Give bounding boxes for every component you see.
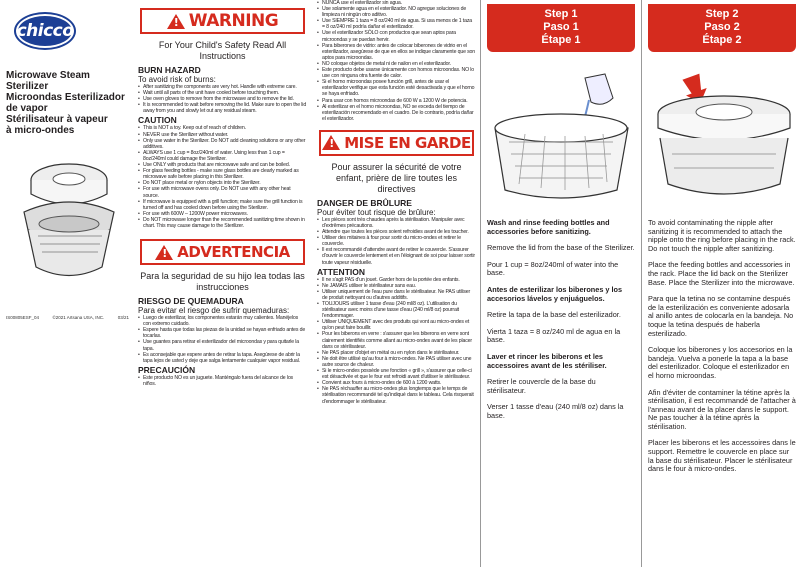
list-item: • After sanitizing the components are very hot. Handle with extreme care.: [138, 84, 307, 90]
riesgo-heading: RIESGO DE QUEMADURA: [138, 296, 244, 307]
chicco-logo: chicco: [16, 14, 74, 48]
list-item: • Luego de esterilizar, los componentes estarán muy calientes. Manéjelos con extremo cuidado.: [138, 315, 307, 327]
precaucion-heading: PRECAUCIÓN: [138, 364, 196, 375]
advertencia-subtitle: Para la seguridad de su hijo lea todas las instrucciones: [140, 271, 305, 293]
list-item: • Al esterilizar en el horno microondas, NO se exceda del tiempo de esterilización recomendado en el cuadro. De lo contrario, podría dañar el esterilizador.: [317, 104, 476, 122]
list-item: • Utiliser uniquement de l'eau pure dans le stérilisateur. Ne PAS utiliser de produit nettoyant ou d'autres additifs.: [317, 289, 476, 301]
list-item: • Il est recommandé d'attendre avant de retirer le couvercle. S'assurer d'ouvrir le couvercle lentement et en l'éloignant de soi pour laisser sortir toute vapeur résiduelle.: [317, 247, 476, 265]
list-item: • Ne PAS placer d'objet en métal ou en nylon dans le stérilisateur.: [317, 350, 476, 356]
list-item: • Ne PAS réchauffer au micro-ondes plus longtemps que le temps de stérilisation recommandé tel qu'indiqué dans le tableau. Cela risquerait d'endommager le stérilisateur.: [317, 386, 476, 404]
list-item: • Ne JAMAIS utiliser le stérilisateur sans eau.: [317, 283, 476, 289]
footer: IS00805ESF_04 ©2021 Artsana USA, INC. 03/21: [6, 315, 129, 320]
step-1-header: Step 1 Paso 1 Étape 1: [487, 4, 635, 52]
list-item: • ALWAYS use 1 cup = 8oz/240ml of water. Using less than 1 cup = 8oz/240ml could damage the Sterilizer.: [138, 150, 307, 162]
warning-icon: [155, 245, 173, 260]
list-item: • Utiliser UNIQUEMENT avec des produits qui vont au micro-ondes et qu'on peut faire bouillir.: [317, 319, 476, 331]
list-item: • Si el horno microondas posee función grill, antes de usar el esterilizador verifique que esta función esté desactivada y que el horno se haya enfriado.: [317, 79, 476, 97]
caution-list: [138, 125, 307, 229]
list-item: • This is NOT a toy. Keep out of reach of children.: [138, 125, 307, 131]
cover-column: [0, 0, 135, 567]
list-item: • TOUJOURS utiliser 1 tasse d'eau (240 ml/8 oz). L'utilisation du stérilisateur avec moins d'une tasse d'eau (240 ml/8 oz) pourrait l'endommager.: [317, 301, 476, 319]
danger-list: [317, 217, 476, 266]
list-item: • Para biberones de vidrio: antes de colocar biberones de vidrio en el esterilizador, asegúrese de que en ellos se indique claramente que son aptos para microondas.: [317, 43, 476, 61]
list-item: • Wait until all parts of the unit have cooled before touching them.: [138, 90, 307, 96]
list-item: • Ne doit être utilisé qu'au four à micro-ondes. Ne PAS utiliser avec une autre source de chaleur.: [317, 356, 476, 368]
list-item: • Use el esterilizador SÓLO con productos que sean aptos para microondas y se puedan hervir.: [317, 30, 476, 42]
riesgo-subheading: Para evitar el riesgo de sufrir quemaduras:: [138, 306, 290, 316]
burn-subheading: To avoid risk of burns:: [138, 75, 216, 84]
english-spanish-warnings: [135, 0, 313, 567]
list-item: • For use with 600W – 1200W power microwaves.: [138, 211, 307, 217]
list-item: • Este producto NO es un juguete. Manténgalo fuera del alcance de los niños.: [138, 375, 307, 387]
attention-heading: ATTENTION: [317, 266, 366, 277]
pour-water-illustration: [485, 58, 638, 208]
list-item: • Para usar con hornos microondas de 600 W a 1200 W de potencia.: [317, 98, 476, 104]
list-item: • NO coloque objetos de metal ni de nailon en el esterilizador.: [317, 61, 476, 67]
attention-list: [317, 277, 476, 405]
danger-subheading: Pour éviter tout risque de brûlure:: [317, 207, 436, 217]
mise-en-garde-subtitle: Pour assurer la sécurité de votre enfant, prière de lire toutes les directives: [331, 161, 462, 194]
step-1-column: [480, 0, 641, 567]
warning-subtitle: For Your Child's Safety Read All Instructions: [158, 40, 287, 61]
warning-icon: [167, 14, 185, 29]
list-item: • Use oven gloves to remove from the microwave and to remove the lid.: [138, 96, 307, 102]
product-title: Microwave Steam Sterilizer Microondas Esterilizador de vapor Stérilisateur à vapeur à micro-ondes: [6, 70, 125, 136]
list-item: • Este producto debe usarse únicamente con hornos microondas. NO lo use con ninguna otra fuente de calor.: [317, 67, 476, 79]
list-item: • Si le micro-ondes possède une fonction « grill », s'assurer que celle-ci est désactivée et que le four est refroidi avant d'utiliser le stérilisateur.: [317, 368, 476, 380]
list-item: • Attendre que toutes les pièces soient refroidies avant de les toucher.: [317, 229, 476, 235]
list-item: • For use with microwave ovens only. Do NOT use with any other heat source.: [138, 186, 307, 198]
list-item: • Do NOT microwave longer than the recommended sanitizing time shown in chart. This may cause damage to the Sterilizer.: [138, 217, 307, 229]
sterilizer-illustration: [14, 152, 124, 292]
spanish-french-warnings: [313, 0, 480, 567]
list-item: • Use SIEMPRE 1 taza = 8 oz/240 ml de agua. Si usa menos de 1 taza = 8 oz/240 ml podría dañar el esterilizador.: [317, 18, 476, 30]
warning-icon: [322, 135, 340, 150]
caution-heading: CAUTION: [138, 115, 177, 126]
list-item: • It is recommended to wait before removing the lid. Make sure to open the lid away from you and slowly let out any residual steam.: [138, 102, 307, 114]
list-item: • Use ONLY with products that are microwave safe and can be boiled.: [138, 162, 307, 168]
list-item: • Utiliser des mitaines à four pour sortir du micro-ondes et retirer le couvercle.: [317, 235, 476, 247]
burn-hazard-heading: BURN HAZARD: [138, 65, 201, 75]
step-1-text: Wash and rinse feeding bottles and accessories before sanitizing. Remove the lid from the base of the Sterilizer. Pour 1 cup = 8oz/240ml of water into the base. Antes de esterilizar los biberones y los accesorios lávelos y enjuáguelos. Retire la tapa de la base del esterilizador. Vierta 1 taza = 8 oz/240 ml de agua en la base. Laver et rincer les biberons et les accessoires avant de les stériliser. Retirer le couvercle de la base du stérilisateur. Verser 1 tasse d'eau (240 ml/8 oz) dans la base.: [487, 218, 635, 420]
warning-banner: ! WARNING: [140, 8, 305, 34]
mise-en-garde-banner: ! MISE EN GARDE: [319, 130, 474, 156]
list-item: • Only use water in the Sterilizer. Do NOT add cleaning solutions or any other additives.: [138, 138, 307, 150]
place-lid-illustration: [646, 58, 799, 208]
step-2-text: To avoid contaminating the nipple after sanitizing it is recommended to attach the nipple onto the ring before placing in the rack. Do not touch the nipple after sanitizing. Place the feeding bottles and accessories in the rack. Place the lid back on the Sterilizer Base. Place the Sterilizer into the microwave. Para que la tetina no se contamine después de la esterilización es conveniente adosarla al anillo antes de colocarla en la bandeja. No toque la tetina después de haberla esterilizado. Coloque los biberones y los accesorios en la bandeja. Vuelva a ponerle la tapa a la base del esterilizador. Coloque el esterilizador en el horno microondas. Afin d'éviter de contaminer la tétine après la stérilisation, il est recommandé de l'attacher à l'anneau avant de la placer dans le support. Ne pas toucher à la tétine après la stérilisation. Placer les biberons et les accessoires dans le support. Remettre le couvercle en place sur la base du stérilisateur. Placer le stérilisateur dans le four à micro-ondes.: [648, 218, 796, 474]
step-2-column: [641, 0, 802, 567]
list-item: • Do NOT place metal or nylon objects into the Sterilizer.: [138, 180, 307, 186]
precaucion-list-continued: [317, 0, 476, 122]
list-item: • Use guantes para retirar el esterilizador del microondas y para quitarle la tapa.: [138, 339, 307, 351]
precaucion-list: [138, 375, 307, 387]
list-item: • Es aconsejable que espere antes de retirar la tapa. Asegúrese de abrir la tapa lejos de usted y deje que salga lentamente cualquier vapor residual.: [138, 352, 307, 364]
riesgo-list: [138, 315, 307, 364]
step-2-header: Step 2 Paso 2 Étape 2: [648, 4, 796, 52]
list-item: • Pour les biberons en verre : s'assurer que les biberons en verre sont clairement identifiés comme allant au micro-ondes avant de les placer dans ce stérilisateur.: [317, 331, 476, 349]
list-item: • Use solamente agua en el esterilizador. NO agregue soluciones de limpieza ni ningún otro aditivo.: [317, 6, 476, 18]
list-item: • For glass feeding bottles - make sure glass bottles are clearly marked as microwave safe before placing in this Sterilizer.: [138, 168, 307, 180]
list-item: • NEVER use the Sterilizer without water.: [138, 132, 307, 138]
advertencia-banner: ! ADVERTENCIA: [140, 239, 305, 265]
list-item: • Il ne s'agit PAS d'un jouet. Garder hors de la portée des enfants.: [317, 277, 476, 283]
list-item: • Les pièces sont très chaudes après la stérilisation. Manipuler avec d'extrêmes précautions.: [317, 217, 476, 229]
list-item: • NUNCA use el esterilizador sin agua.: [317, 0, 476, 6]
list-item: • Convient aux fours à micro-ondes de 600 à 1200 watts.: [317, 380, 476, 386]
danger-heading: DANGER DE BRÛLURE: [317, 197, 412, 208]
burn-list: [138, 84, 307, 114]
list-item: • If microwave is equipped with a grill function; make sure the grill function is turned off and has cooled down before using the Sterilizer.: [138, 199, 307, 211]
list-item: • Espere hasta que todas las piezas de la unidad se hayan enfriado antes de tocarlas.: [138, 327, 307, 339]
